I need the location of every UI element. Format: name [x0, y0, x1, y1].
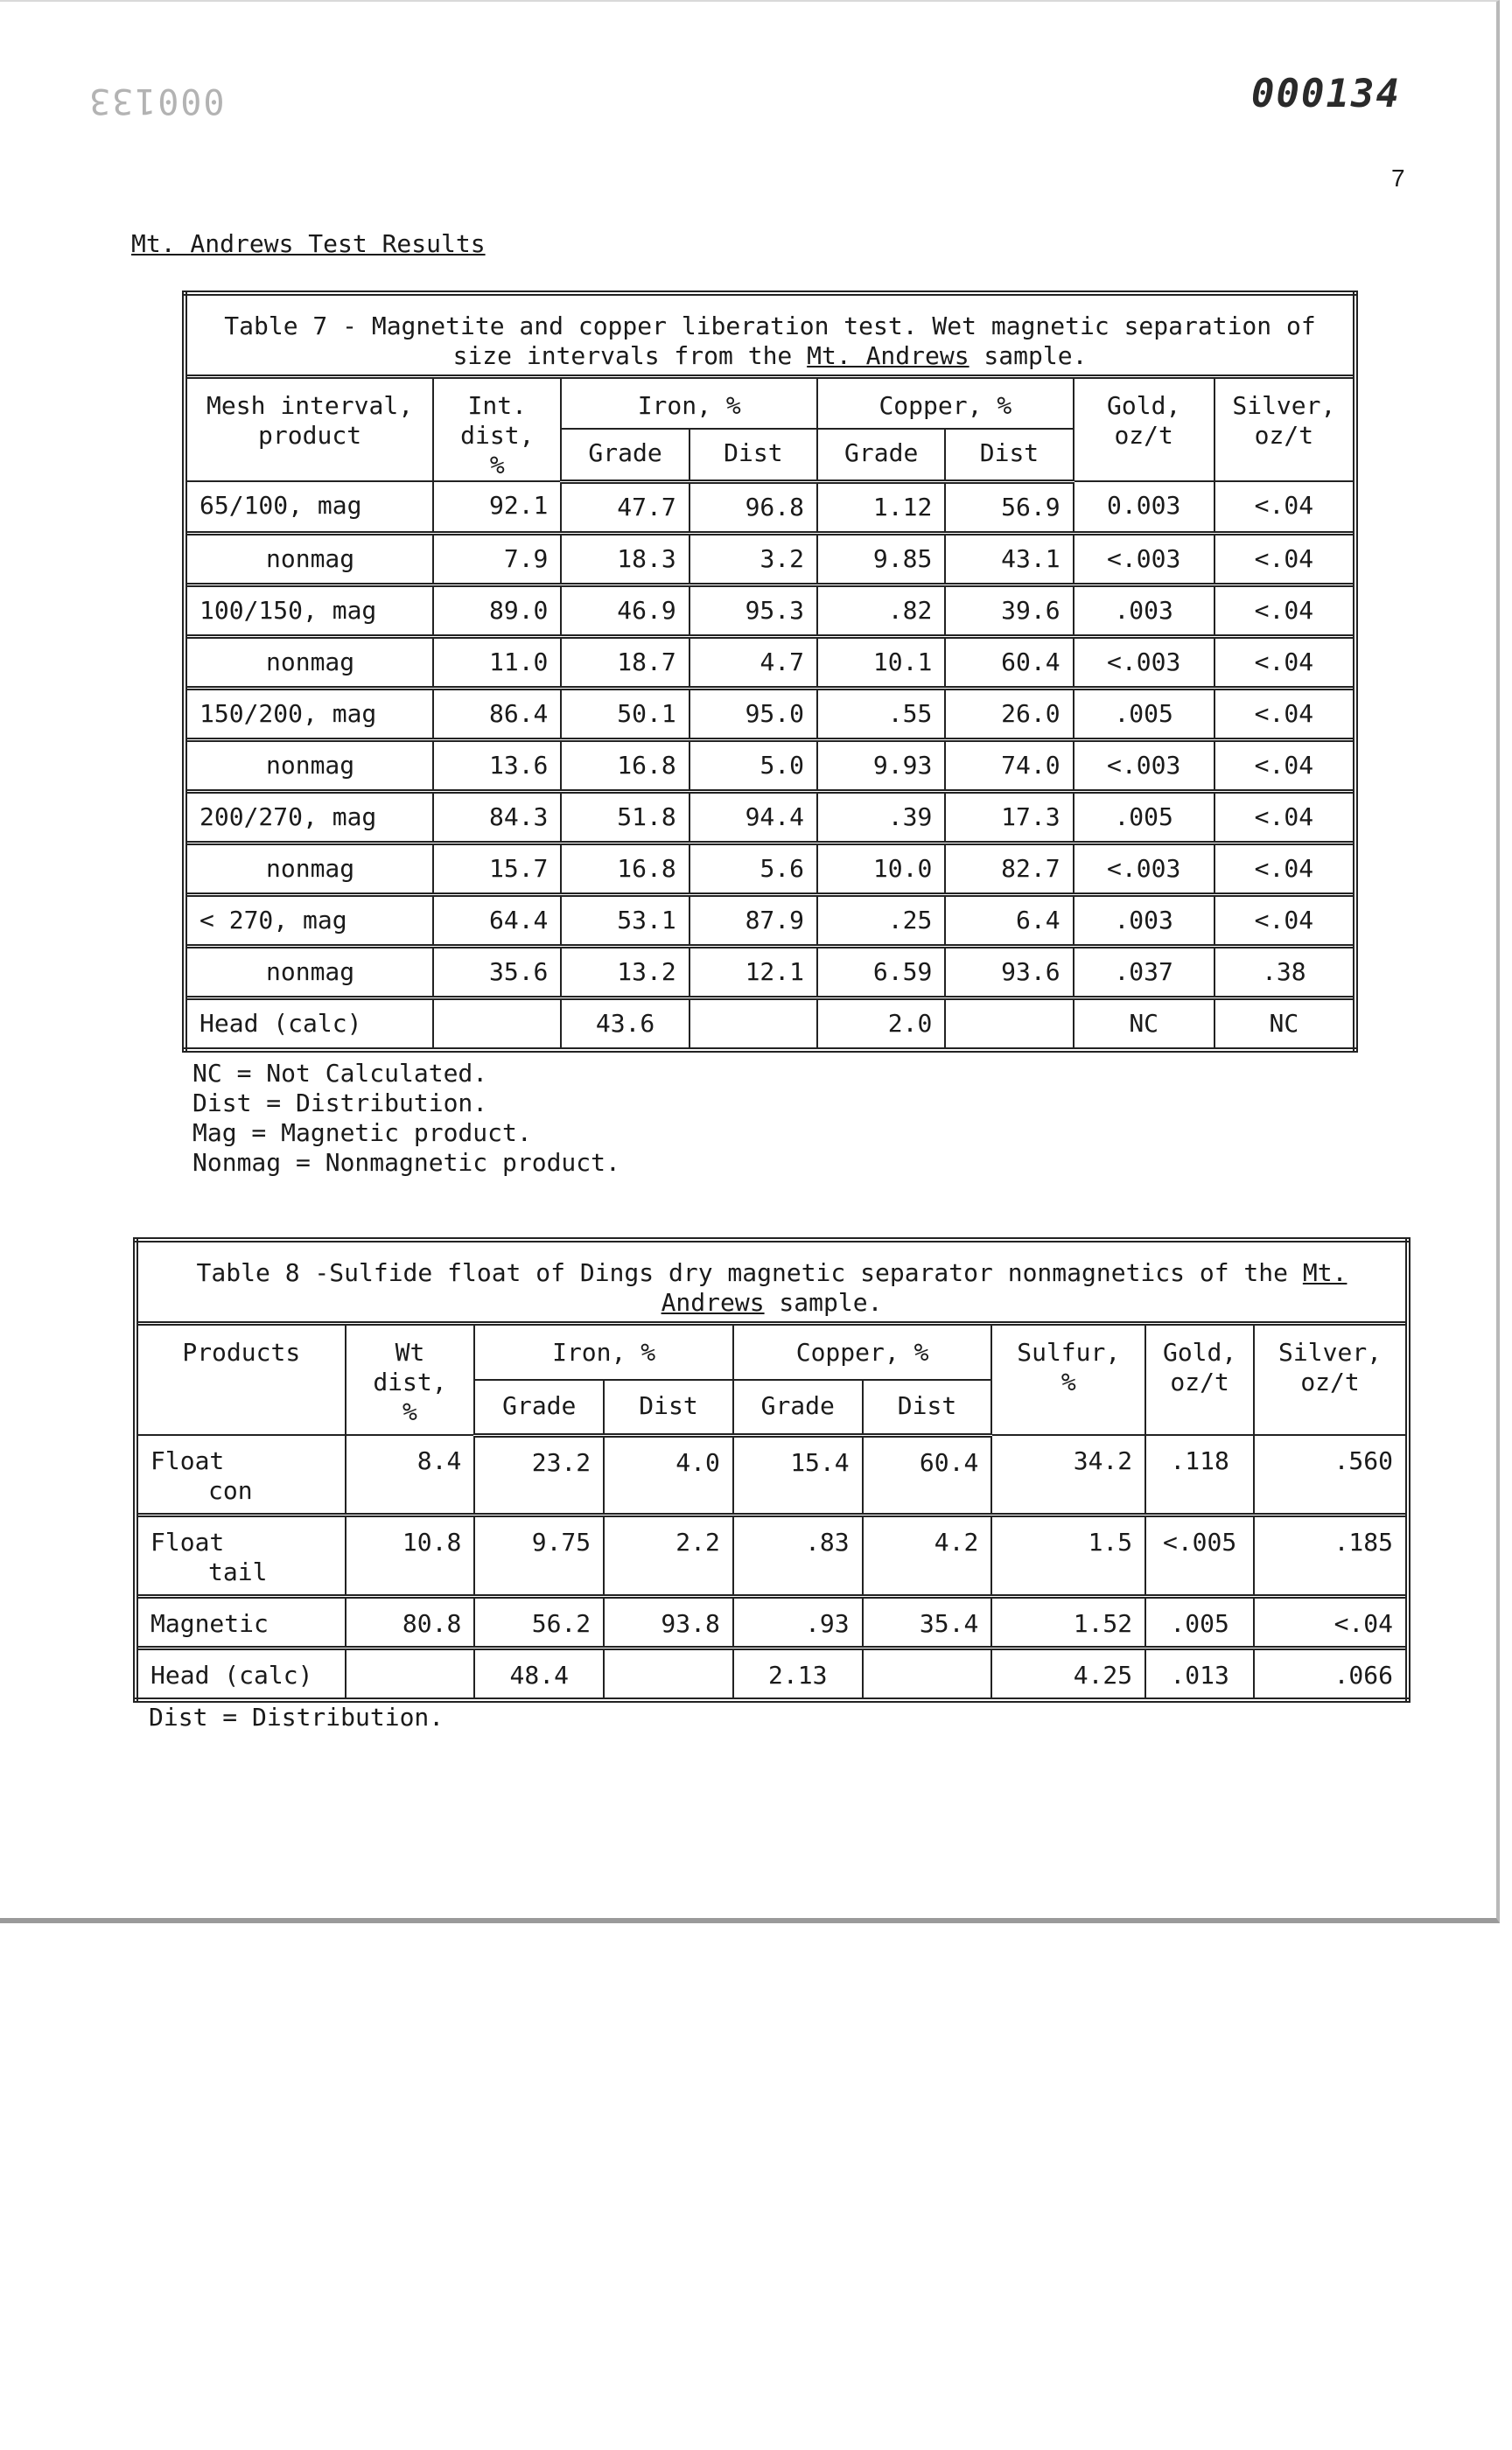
header-gold: Gold, oz/t	[1145, 1324, 1254, 1436]
table-caption: Table 7 - Magnetite and copper liberation test. Wet magnetic separation of size intervals from the Mt. Andrews sample.	[185, 293, 1355, 377]
note: NC = Not Calculated.	[192, 1059, 488, 1088]
table-cell: 74.0	[945, 739, 1073, 791]
table-cell: 4.2	[863, 1516, 992, 1597]
table-7-body	[185, 481, 1355, 998]
table-cell: .013	[1145, 1648, 1254, 1701]
table-cell: 5.6	[690, 843, 817, 894]
table-cell: 12.1	[690, 946, 817, 998]
table-cell: 60.4	[863, 1435, 992, 1516]
table-cell: 94.4	[690, 791, 817, 843]
header-sulfur: Sulfur, %	[991, 1324, 1145, 1436]
table-cell: .037	[1074, 946, 1214, 998]
table-cell: 4.0	[604, 1435, 733, 1516]
table-cell: .066	[1254, 1648, 1408, 1701]
row-label: nonmag	[185, 843, 433, 894]
table-cell: <.04	[1214, 688, 1355, 739]
header-iron: Iron, %	[474, 1324, 732, 1381]
table-row	[136, 1516, 1408, 1597]
row-label: Head (calc)	[185, 998, 433, 1050]
table-cell: 64.4	[433, 894, 561, 946]
table-cell: <.04	[1214, 481, 1355, 533]
table-cell: 23.2	[474, 1435, 604, 1516]
table-cell: 6.59	[817, 946, 945, 998]
table-cell	[863, 1648, 992, 1701]
row-label: 65/100, mag	[185, 481, 433, 533]
table-cell: 34.2	[991, 1435, 1145, 1516]
table-cell: NC	[1074, 998, 1214, 1050]
table-8	[133, 1237, 1410, 1703]
row-label: Float con	[136, 1435, 346, 1516]
page-stamp: 000134	[1251, 72, 1401, 116]
row-label: nonmag	[185, 739, 433, 791]
table-cell: .005	[1074, 688, 1214, 739]
table-cell: <.003	[1074, 739, 1214, 791]
table-row	[185, 791, 1355, 843]
table-cell: 16.8	[561, 843, 689, 894]
table-cell: .003	[1074, 584, 1214, 636]
table-cell: .83	[733, 1516, 863, 1597]
table-cell: .93	[733, 1597, 863, 1648]
table-cell: 47.7	[561, 481, 689, 533]
header-grade: Grade	[817, 429, 945, 481]
header-dist: Dist	[604, 1380, 733, 1435]
table-cell: .118	[1145, 1435, 1254, 1516]
table-cell: .38	[1214, 946, 1355, 998]
table-cell: .005	[1145, 1597, 1254, 1648]
row-label: nonmag	[185, 636, 433, 688]
header-copper: Copper, %	[733, 1324, 991, 1381]
table-cell	[346, 1648, 475, 1701]
header-iron: Iron, %	[561, 377, 817, 430]
table-cell: .25	[817, 894, 945, 946]
table-cell: 56.2	[474, 1597, 604, 1648]
header-dist: Dist	[690, 429, 817, 481]
table-cell: 13.6	[433, 739, 561, 791]
table-cell: .005	[1074, 791, 1214, 843]
table-cell: 86.4	[433, 688, 561, 739]
table-cell: 95.0	[690, 688, 817, 739]
table-row	[185, 688, 1355, 739]
table-cell: <.003	[1074, 533, 1214, 584]
header-mesh: Mesh interval, product	[185, 377, 433, 482]
table-cell: <.04	[1214, 843, 1355, 894]
table-cell: 53.1	[561, 894, 689, 946]
table-cell: 51.8	[561, 791, 689, 843]
table-cell: <.04	[1214, 894, 1355, 946]
table-cell: 2.13	[733, 1648, 863, 1701]
table-cell: 5.0	[690, 739, 817, 791]
header-products: Products	[136, 1324, 346, 1436]
table-cell: 6.4	[945, 894, 1073, 946]
header-grade: Grade	[474, 1380, 604, 1435]
header-gold: Gold, oz/t	[1074, 377, 1214, 482]
table-cell	[604, 1648, 733, 1701]
table-cell: <.04	[1254, 1597, 1408, 1648]
page-number: 7	[1391, 164, 1405, 192]
row-label: nonmag	[185, 533, 433, 584]
table-cell: 8.4	[346, 1435, 475, 1516]
table-cell: 93.8	[604, 1597, 733, 1648]
table-cell: 16.8	[561, 739, 689, 791]
note: Mag = Magnetic product.	[192, 1118, 532, 1147]
table-cell: 48.4	[474, 1648, 604, 1701]
table-cell: 1.12	[817, 481, 945, 533]
header-silver: Silver, oz/t	[1214, 377, 1355, 482]
table-cell: 10.0	[817, 843, 945, 894]
table-cell: 89.0	[433, 584, 561, 636]
table-cell: <.04	[1214, 636, 1355, 688]
header-grade: Grade	[733, 1380, 863, 1435]
header-dist: Dist	[945, 429, 1073, 481]
table-row-head	[185, 998, 1355, 1050]
table-cell: 2.2	[604, 1516, 733, 1597]
table-row	[136, 1597, 1408, 1648]
row-label: nonmag	[185, 946, 433, 998]
table-cell	[945, 998, 1073, 1050]
table-cell: 11.0	[433, 636, 561, 688]
header-int-dist: Int. dist, %	[433, 377, 561, 482]
table-cell: 4.25	[991, 1648, 1145, 1701]
table-cell	[433, 998, 561, 1050]
table-cell: 43.1	[945, 533, 1073, 584]
table-cell: 10.1	[817, 636, 945, 688]
table-cell: 3.2	[690, 533, 817, 584]
table-caption: Table 8 -Sulfide float of Dings dry magnetic separator nonmagnetics of the Mt. Andrews sample.	[136, 1240, 1408, 1324]
header-silver: Silver, oz/t	[1254, 1324, 1408, 1436]
table-cell: .560	[1254, 1435, 1408, 1516]
table-7-notes	[192, 1059, 620, 1178]
table-cell: 56.9	[945, 481, 1073, 533]
table-cell	[690, 998, 817, 1050]
table-cell: 84.3	[433, 791, 561, 843]
table-cell: 1.52	[991, 1597, 1145, 1648]
table-cell: 0.003	[1074, 481, 1214, 533]
header-grade: Grade	[561, 429, 689, 481]
table-cell: 15.7	[433, 843, 561, 894]
row-label: 150/200, mag	[185, 688, 433, 739]
section-title: Mt. Andrews Test Results	[131, 229, 486, 258]
note: Dist = Distribution.	[192, 1088, 488, 1117]
table-cell: 43.6	[561, 998, 689, 1050]
table-cell: 92.1	[433, 481, 561, 533]
table-cell: .003	[1074, 894, 1214, 946]
table-cell: 2.0	[817, 998, 945, 1050]
table-cell: .185	[1254, 1516, 1408, 1597]
table-cell: <.04	[1214, 791, 1355, 843]
table-cell: .82	[817, 584, 945, 636]
table-cell: <.04	[1214, 533, 1355, 584]
table-cell: 96.8	[690, 481, 817, 533]
table-cell: <.04	[1214, 584, 1355, 636]
table-cell: 95.3	[690, 584, 817, 636]
table-cell: 60.4	[945, 636, 1073, 688]
table-cell: 18.3	[561, 533, 689, 584]
header-copper: Copper, %	[817, 377, 1074, 430]
table-cell: <.005	[1145, 1516, 1254, 1597]
table-cell: 4.7	[690, 636, 817, 688]
table-row	[185, 843, 1355, 894]
table-cell: 9.85	[817, 533, 945, 584]
table-row	[185, 636, 1355, 688]
row-label: Float tail	[136, 1516, 346, 1597]
table-cell: 46.9	[561, 584, 689, 636]
table-row	[136, 1435, 1408, 1516]
table-cell: 7.9	[433, 533, 561, 584]
table-cell: 80.8	[346, 1597, 475, 1648]
table-row	[185, 946, 1355, 998]
table-cell: 93.6	[945, 946, 1073, 998]
table-cell: .39	[817, 791, 945, 843]
table-row-head	[136, 1648, 1408, 1701]
row-label: 200/270, mag	[185, 791, 433, 843]
table-cell: .55	[817, 688, 945, 739]
row-label: < 270, mag	[185, 894, 433, 946]
table-cell: 18.7	[561, 636, 689, 688]
header-wt-dist: Wt dist, %	[346, 1324, 475, 1436]
table-cell: 9.75	[474, 1516, 604, 1597]
table-cell: <.04	[1214, 739, 1355, 791]
table-row	[185, 533, 1355, 584]
row-label: 100/150, mag	[185, 584, 433, 636]
row-label: Magnetic	[136, 1597, 346, 1648]
table-cell: 87.9	[690, 894, 817, 946]
table-row	[185, 739, 1355, 791]
table-cell: 35.4	[863, 1597, 992, 1648]
table-8-body	[136, 1435, 1408, 1648]
row-label: Head (calc)	[136, 1648, 346, 1701]
table-cell: 82.7	[945, 843, 1073, 894]
table-cell: 10.8	[346, 1516, 475, 1597]
table-7	[182, 290, 1358, 1053]
table-cell: 26.0	[945, 688, 1073, 739]
table-cell: 1.5	[991, 1516, 1145, 1597]
note: Nonmag = Nonmagnetic product.	[192, 1148, 620, 1177]
table-cell: 35.6	[433, 946, 561, 998]
table-cell: NC	[1214, 998, 1355, 1050]
table-cell: <.003	[1074, 636, 1214, 688]
table-cell: <.003	[1074, 843, 1214, 894]
table-cell: 39.6	[945, 584, 1073, 636]
table-cell: 50.1	[561, 688, 689, 739]
table-cell: 9.93	[817, 739, 945, 791]
table-cell: 15.4	[733, 1435, 863, 1516]
table-cell: 17.3	[945, 791, 1073, 843]
table-cell: 13.2	[561, 946, 689, 998]
header-dist: Dist	[863, 1380, 992, 1435]
table-row	[185, 481, 1355, 533]
page-stamp-mirrored: 000133	[88, 80, 225, 121]
table-row	[185, 894, 1355, 946]
table-row	[185, 584, 1355, 636]
table-8-note: Dist = Distribution.	[149, 1703, 444, 1732]
